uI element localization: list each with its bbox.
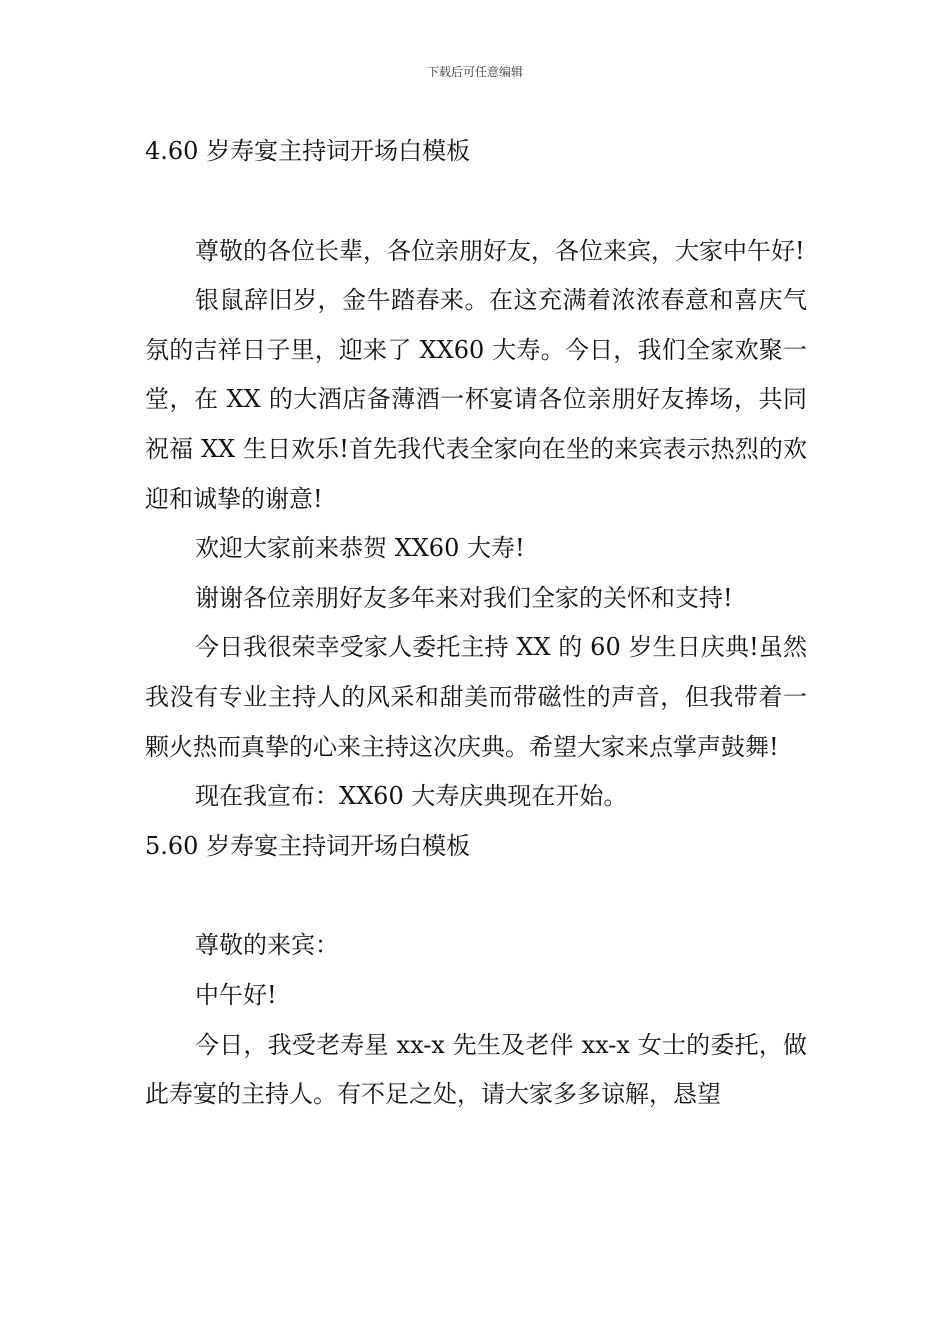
section-title-4: 4.60 岁寿宴主持词开场白模板: [145, 137, 471, 165]
spacer: [145, 871, 807, 921]
section-title-5: 5.60 岁寿宴主持词开场白模板: [145, 831, 471, 860]
paragraph: 欢迎大家前来恭贺 XX60 大寿!: [195, 534, 525, 563]
paragraph: 今日，我受老寿星 xx-x 先生及老伴 xx-x 女士的委托，做此寿宴的主持人。有不足之处，请大家多多谅解，恳望: [145, 1030, 807, 1109]
paragraph: 谢谢各位亲朋好友多年来对我们全家的关怀和支持!: [195, 583, 733, 612]
paragraph: 中午好!: [195, 980, 277, 1009]
page-header-note: 下载后可任意编辑: [426, 65, 523, 79]
paragraph: 今日我很荣幸受家人委托主持 XX 的 60 岁生日庆典!虽然我没有专业主持人的风采和甜美而带磁性的声音，但我带着一颗火热而真挚的心来主持这次庆典。希望大家来点掌声鼓舞!: [145, 633, 807, 761]
document-body: [145, 127, 807, 1120]
paragraph: 现在我宣布：XX60 大寿庆典现在开始。: [195, 782, 628, 811]
paragraph: 尊敬的各位长辈，各位亲朋好友，各位来宾，大家中午好!: [195, 236, 805, 265]
paragraph: 银鼠辞旧岁，金牛踏春来。在这充满着浓浓春意和喜庆气氛的吉祥日子里，迎来了 XX60 大寿。今日，我们全家欢聚一堂，在 XX 的大酒店备薄酒一杯宴请各位亲朋好友捧场，共同祝福 XX 生日欢乐!首先我代表全家向在坐的来宾表示热烈的欢迎和诚挚的谢意!: [145, 286, 807, 513]
paragraph: 尊敬的来宾：: [195, 931, 339, 960]
spacer: [145, 177, 807, 227]
